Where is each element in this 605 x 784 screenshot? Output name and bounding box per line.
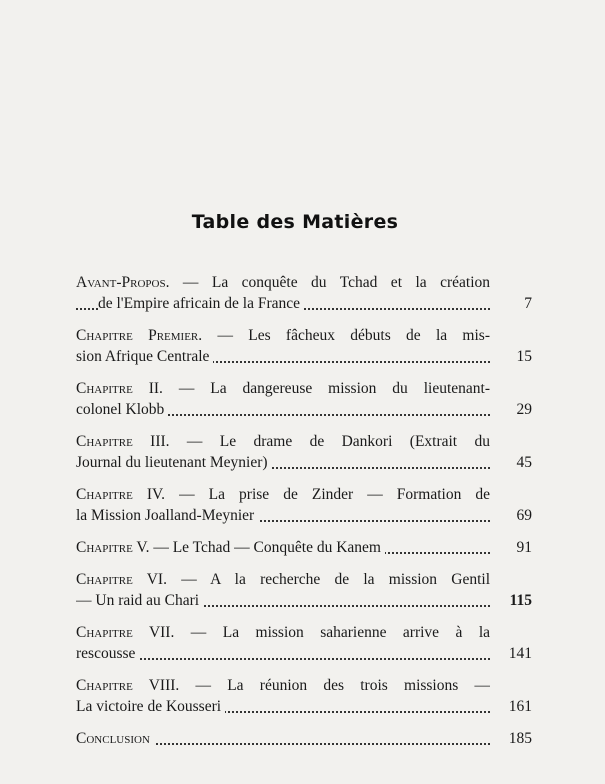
toc-entry bbox=[76, 622, 532, 664]
toc-page-number: 161 bbox=[508, 698, 532, 715]
toc-entry-text: La victoire de Kousseri bbox=[76, 698, 225, 715]
toc-entry-line bbox=[76, 569, 490, 590]
toc-entry-text: — Les fâcheux débuts de la mis- bbox=[217, 327, 490, 344]
toc-entry-line bbox=[76, 537, 490, 558]
toc-entry-text: Journal du lieutenant Meynier) bbox=[76, 454, 272, 471]
toc-entry-text: — La réunion des trois missions — bbox=[195, 677, 490, 694]
toc-entry-label: Chapitre III. bbox=[76, 433, 170, 450]
toc-entry-text: colonel Klobb bbox=[76, 401, 168, 418]
toc-page-number: 29 bbox=[516, 401, 532, 418]
toc-entry bbox=[76, 272, 532, 314]
toc-entry-line bbox=[76, 484, 490, 505]
toc-page-number: 115 bbox=[509, 592, 532, 609]
toc-entry-line bbox=[76, 696, 490, 717]
toc-entry-label: Chapitre II. bbox=[76, 380, 163, 397]
toc-entry-text: — A la recherche de la mission Gentil bbox=[181, 571, 490, 588]
toc-entry-text: — La mission saharienne arrive à la bbox=[190, 624, 490, 641]
toc-page-number: 69 bbox=[516, 507, 532, 524]
toc-entry-line bbox=[76, 505, 490, 526]
toc-entry-line bbox=[76, 346, 490, 367]
toc-entry-label: Chapitre IV. bbox=[76, 486, 166, 503]
toc-entry-line bbox=[76, 293, 490, 314]
toc-entry bbox=[76, 728, 532, 749]
toc-entry-label: Chapitre VI. bbox=[76, 571, 167, 588]
toc-entry-text: sion Afrique Centrale bbox=[76, 348, 213, 365]
table-of-contents bbox=[76, 272, 532, 760]
toc-entry-line bbox=[76, 675, 490, 696]
toc-entry-label: Conclusion bbox=[76, 730, 154, 747]
toc-entry-text: — La prise de Zinder — Formation de bbox=[179, 486, 490, 503]
toc-entry bbox=[76, 537, 532, 558]
toc-entry-line bbox=[76, 325, 490, 346]
toc-entry-text: — La dangereuse mission du lieutenant- bbox=[178, 380, 490, 397]
toc-page-number: 91 bbox=[516, 539, 532, 556]
toc-entry-line bbox=[76, 378, 490, 399]
toc-entry-line bbox=[76, 728, 490, 749]
toc-entry-line bbox=[76, 452, 490, 473]
toc-entry bbox=[76, 569, 532, 611]
toc-page-number: 141 bbox=[508, 645, 532, 662]
toc-entry-line bbox=[76, 431, 490, 452]
toc-entry-text: — La conquête du Tchad et la création bbox=[182, 274, 490, 291]
toc-entry-label: Chapitre VIII. bbox=[76, 677, 180, 694]
toc-entry-text: — Le Tchad — Conquête du Kanem bbox=[153, 539, 381, 556]
toc-entry-label: Chapitre V. bbox=[76, 539, 150, 556]
toc-entry bbox=[76, 431, 532, 473]
toc-entry bbox=[76, 675, 532, 717]
toc-entry-text: rescousse bbox=[76, 645, 139, 662]
toc-entry-line bbox=[76, 643, 490, 664]
toc-entry bbox=[76, 378, 532, 420]
toc-entry-line bbox=[76, 590, 490, 611]
toc-entry-line bbox=[76, 272, 490, 293]
page-title: Table des Matières bbox=[191, 211, 399, 233]
toc-entry-line bbox=[76, 622, 490, 643]
toc-page-number: 45 bbox=[516, 454, 532, 471]
toc-page-number: 15 bbox=[516, 348, 532, 365]
toc-entry-text: — Un raid au Chari bbox=[76, 592, 203, 609]
toc-entry bbox=[76, 484, 532, 526]
toc-entry-label: Chapitre Premier. bbox=[76, 327, 203, 344]
toc-page-number: 7 bbox=[524, 295, 532, 312]
toc-entry-label: Avant-Propos. bbox=[76, 274, 170, 291]
toc-page-number: 185 bbox=[508, 730, 532, 747]
toc-entry-label: Chapitre VII. bbox=[76, 624, 175, 641]
toc-entry bbox=[76, 325, 532, 367]
toc-entry-text: la Mission Joalland-Meynier bbox=[76, 507, 258, 524]
toc-entry-text: de l'Empire africain de la France bbox=[98, 295, 304, 312]
toc-entry-line bbox=[76, 399, 490, 420]
toc-entry-text: — Le drame de Dankori (Extrait du bbox=[186, 433, 490, 450]
